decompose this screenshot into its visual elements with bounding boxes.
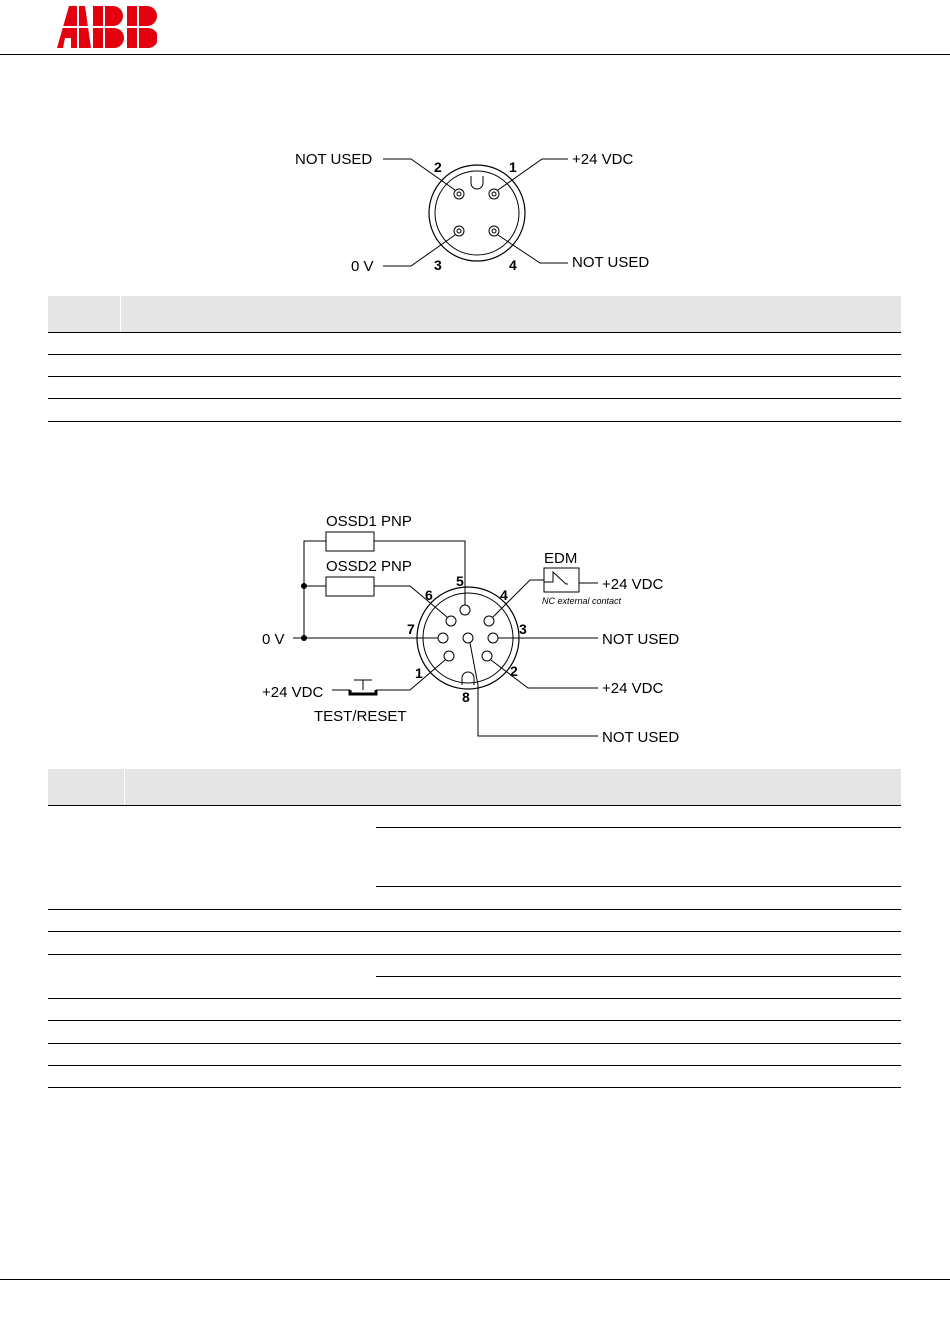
table-row (48, 1020, 901, 1021)
table-row (376, 886, 901, 887)
label-not-used: NOT USED (602, 729, 680, 746)
label-not-used: NOT USED (572, 254, 650, 271)
label-24vdc: +24 VDC (602, 576, 664, 593)
table-header (48, 769, 901, 805)
label-test-reset: TEST/RESET (314, 708, 407, 725)
pin-label: 2 (434, 159, 442, 175)
label-edm-note: NC external contact (542, 596, 622, 606)
pin-label: 2 (510, 663, 518, 679)
label-ossd1: OSSD1 PNP (326, 513, 412, 530)
table-row (48, 931, 901, 932)
label-not-used: NOT USED (295, 151, 373, 168)
label-24vdc: +24 VDC (572, 151, 634, 168)
label-0v: 0 V (351, 258, 374, 275)
pin-label: 6 (425, 587, 433, 603)
label-24vdc: +24 VDC (262, 684, 324, 701)
label-not-used: NOT USED (602, 631, 680, 648)
table-row (376, 827, 901, 828)
table-row (48, 1087, 901, 1088)
table-row (48, 909, 901, 910)
pin-label: 5 (456, 573, 464, 589)
label-0v: 0 V (262, 631, 285, 648)
pin-label: 1 (415, 665, 423, 681)
label-ossd2: OSSD2 PNP (326, 558, 412, 575)
table-row (48, 1065, 901, 1066)
header-divider (124, 769, 125, 805)
pin-label: 1 (509, 159, 517, 175)
footer-rule (0, 1279, 950, 1280)
pin-label: 8 (462, 689, 470, 705)
pin-label: 7 (407, 621, 415, 637)
table-row (48, 998, 901, 999)
table-row (48, 805, 901, 806)
pin-label: 3 (519, 621, 527, 637)
pin-label: 3 (434, 257, 442, 273)
pin-label: 4 (500, 587, 508, 603)
table-row (376, 976, 901, 977)
label-edm: EDM (544, 550, 578, 567)
pin-label: 4 (509, 257, 517, 273)
table-row (48, 1043, 901, 1044)
table-row (48, 954, 901, 955)
label-24vdc: +24 VDC (602, 680, 664, 697)
